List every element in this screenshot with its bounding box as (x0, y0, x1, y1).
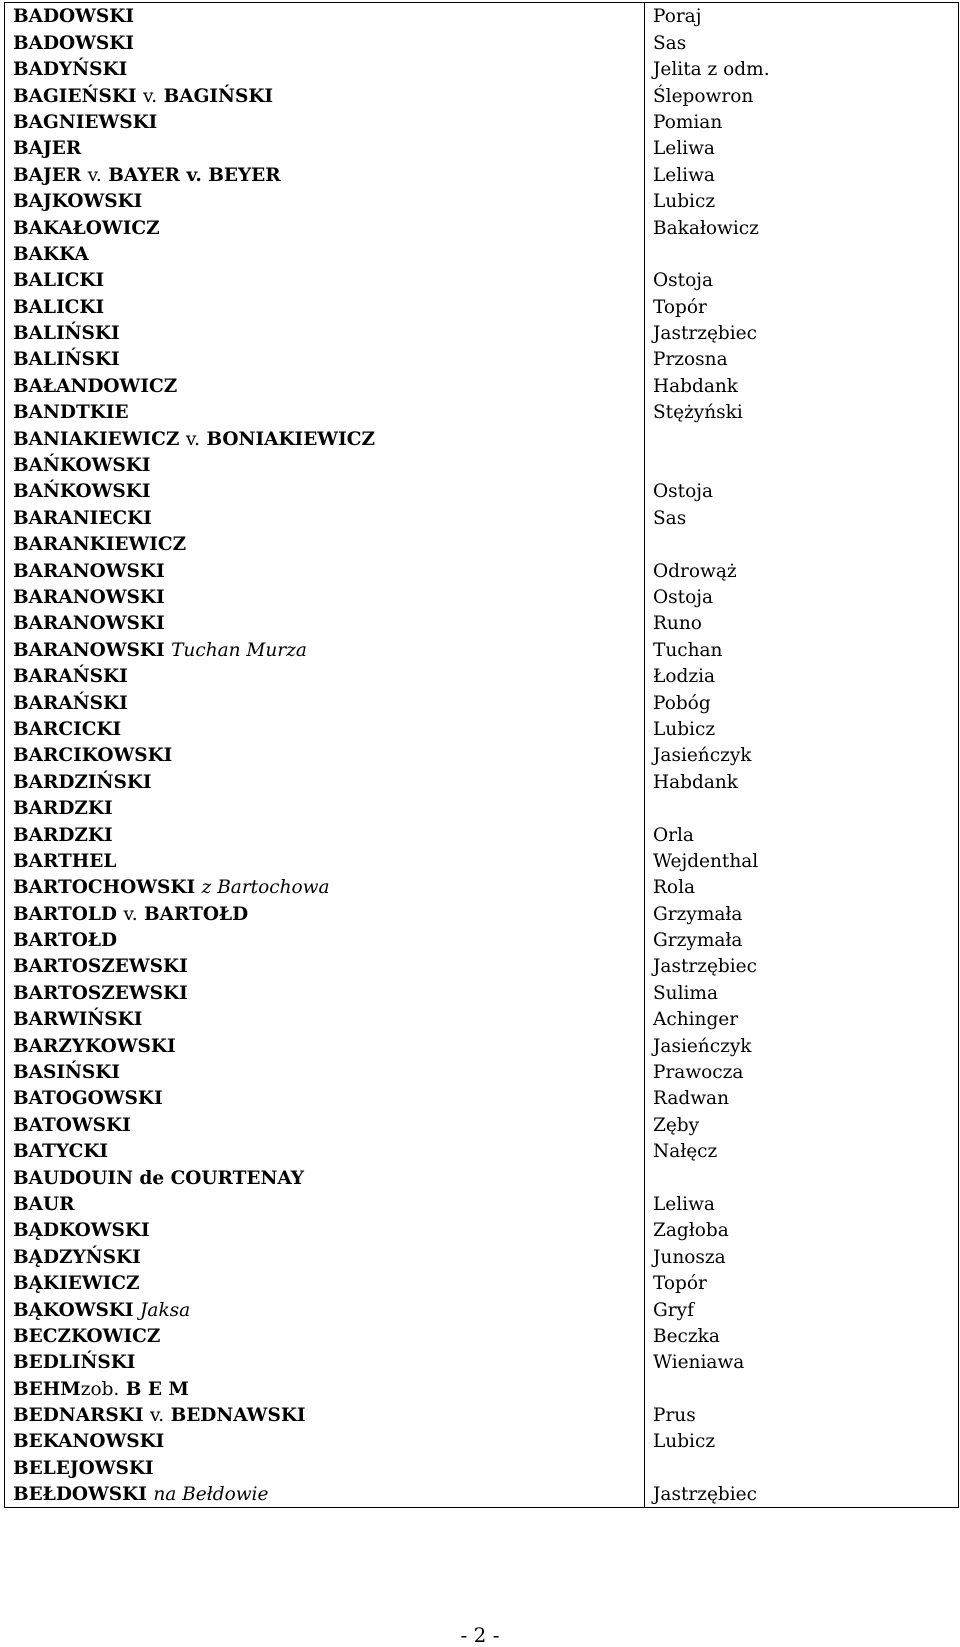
coat-of-arms-cell: Achinger (645, 1006, 959, 1032)
surname-cell (5, 82, 645, 108)
coat-of-arms-cell: Beczka (645, 1323, 959, 1349)
table-row (5, 636, 959, 662)
surname-cell (5, 821, 645, 847)
coat-of-arms-cell: Runo (645, 610, 959, 636)
surname-cell (5, 1428, 645, 1454)
coat-of-arms-cell: Sulima (645, 979, 959, 1005)
coat-of-arms-cell: Stężyński (645, 399, 959, 425)
surname: BAUDOUIN de COURTENAY (13, 1167, 305, 1189)
surname: BARCICKI (13, 718, 122, 740)
surname-qualifier: z Bartochowa (201, 877, 330, 899)
surname: BEHM (13, 1378, 81, 1400)
table-row (5, 293, 959, 319)
coat-of-arms-cell (645, 425, 959, 451)
surname-cell (5, 557, 645, 583)
surname: BARANIECKI (13, 507, 152, 529)
surname-variant: BAYER v. BEYER (108, 164, 281, 186)
coat-of-arms-cell: Sas (645, 504, 959, 530)
surname-qualifier: na Bełdowie (153, 1484, 269, 1506)
coat-of-arms-cell: Lubicz (645, 188, 959, 214)
surname: BAJER (13, 164, 82, 186)
coat-of-arms-cell: Leliwa (645, 1191, 959, 1217)
surname-cell (5, 320, 645, 346)
surname-cell (5, 3, 645, 30)
coat-of-arms-cell: Sas (645, 29, 959, 55)
coat-of-arms-cell: Grzymała (645, 900, 959, 926)
surname-cell (5, 584, 645, 610)
surname: BARTHEL (13, 850, 117, 872)
surname-cell (5, 768, 645, 794)
surname: BARDZKI (13, 824, 113, 846)
coat-of-arms-cell: Leliwa (645, 135, 959, 161)
table-row (5, 82, 959, 108)
table-row (5, 874, 959, 900)
coat-of-arms-cell: Leliwa (645, 161, 959, 187)
surname: BECZKOWICZ (13, 1325, 161, 1347)
surname: BEDNARSKI (13, 1405, 144, 1427)
surname-cell (5, 504, 645, 530)
surname: BARAŃSKI (13, 666, 128, 688)
coat-of-arms-cell: Zagłoba (645, 1217, 959, 1243)
variant-marker: v. (87, 164, 102, 186)
table-row (5, 504, 959, 530)
table-row (5, 979, 959, 1005)
coat-of-arms-cell: Ostoja (645, 267, 959, 293)
coat-of-arms-cell (645, 795, 959, 821)
table-row (5, 1481, 959, 1508)
coat-of-arms-cell (645, 241, 959, 267)
coat-of-arms-cell (645, 1375, 959, 1401)
coat-of-arms-cell: Jasieńczyk (645, 1032, 959, 1058)
surname: BADYŃSKI (13, 59, 128, 81)
coat-of-arms-cell: Ślepowron (645, 82, 959, 108)
surname: BĄDZYŃSKI (13, 1246, 141, 1268)
table-row (5, 161, 959, 187)
table-row (5, 214, 959, 240)
table-body (5, 3, 959, 1508)
coat-of-arms-cell: Prus (645, 1402, 959, 1428)
table-row (5, 372, 959, 398)
surname-cell (5, 795, 645, 821)
table-row (5, 795, 959, 821)
surname-cell (5, 1085, 645, 1111)
coat-of-arms-cell: Tuchan (645, 636, 959, 662)
table-row (5, 425, 959, 451)
surname-cell (5, 346, 645, 372)
coat-of-arms-cell: Habdank (645, 372, 959, 398)
variant-marker: v. (149, 1405, 165, 1427)
surname: BARANOWSKI (13, 560, 165, 582)
surname-cell (5, 716, 645, 742)
coat-of-arms-cell: Poraj (645, 3, 959, 30)
surname-variant: BONIAKIEWICZ (206, 428, 375, 450)
coat-of-arms-cell: Wieniawa (645, 1349, 959, 1375)
table-row (5, 1032, 959, 1058)
surname: BALIŃSKI (13, 349, 120, 371)
surname: BEŁDOWSKI (13, 1484, 147, 1506)
table-row (5, 927, 959, 953)
surname-cell (5, 109, 645, 135)
coat-of-arms-cell: Lubicz (645, 1428, 959, 1454)
surname-cell (5, 1402, 645, 1428)
surname-variant: BAGIŃSKI (163, 85, 274, 107)
variant-marker: v. (185, 428, 200, 450)
surname: BAŁANDOWICZ (13, 375, 178, 397)
surname: BALICKI (13, 270, 105, 292)
table-row (5, 399, 959, 425)
surname: BAKAŁOWICZ (13, 217, 160, 239)
surname-cell (5, 1296, 645, 1322)
table-row (5, 953, 959, 979)
surname: BAGNIEWSKI (13, 111, 158, 133)
table-row (5, 716, 959, 742)
table-row (5, 1164, 959, 1190)
surname: BAUR (13, 1193, 75, 1215)
coat-of-arms-cell: Prawocza (645, 1059, 959, 1085)
coat-of-arms-cell: Topór (645, 293, 959, 319)
surname-cell (5, 927, 645, 953)
surname: BAŃKOWSKI (13, 481, 151, 503)
surname-cell (5, 1006, 645, 1032)
surname-cell (5, 1270, 645, 1296)
surname: BARTOSZEWSKI (13, 982, 188, 1004)
coat-of-arms-cell: Bakałowicz (645, 214, 959, 240)
coat-of-arms-cell: Pobóg (645, 689, 959, 715)
coat-of-arms-cell (645, 1454, 959, 1480)
surname-cell (5, 1032, 645, 1058)
coat-of-arms-cell: Jastrzębiec (645, 1481, 959, 1508)
surname-cell (5, 452, 645, 478)
surname-cell (5, 689, 645, 715)
table-row (5, 742, 959, 768)
surname: BANDTKIE (13, 402, 129, 424)
surname-cell (5, 663, 645, 689)
table-row (5, 689, 959, 715)
surname: BĄDKOWSKI (13, 1220, 150, 1242)
table-row (5, 241, 959, 267)
table-row (5, 1243, 959, 1269)
surname-cell (5, 161, 645, 187)
coat-of-arms-cell: Radwan (645, 1085, 959, 1111)
surname-cell (5, 1243, 645, 1269)
surname-cell (5, 478, 645, 504)
coat-of-arms-cell (645, 531, 959, 557)
surname: BARTOŁD (13, 930, 118, 952)
surname: BARANOWSKI (13, 639, 165, 661)
coat-of-arms-cell: Jastrzębiec (645, 320, 959, 346)
table-row (5, 188, 959, 214)
surname: BARTOSZEWSKI (13, 956, 188, 978)
surname-cell (5, 953, 645, 979)
table-row (5, 663, 959, 689)
table-row (5, 610, 959, 636)
surname: BAŃKOWSKI (13, 455, 151, 477)
surname-cell (5, 742, 645, 768)
table-row (5, 900, 959, 926)
coat-of-arms-cell: Junosza (645, 1243, 959, 1269)
coat-of-arms-cell: Jastrzębiec (645, 953, 959, 979)
surname: BARWIŃSKI (13, 1009, 143, 1031)
coat-of-arms-cell: Zęby (645, 1111, 959, 1137)
coat-of-arms-cell: Jasieńczyk (645, 742, 959, 768)
table-row (5, 1349, 959, 1375)
surname: BEDLIŃSKI (13, 1352, 136, 1374)
coat-of-arms-cell: Topór (645, 1270, 959, 1296)
surname-cell (5, 1138, 645, 1164)
surname-cell (5, 1164, 645, 1190)
table-row (5, 1006, 959, 1032)
coat-of-arms-cell (645, 452, 959, 478)
table-row (5, 557, 959, 583)
surname: BATYCKI (13, 1141, 109, 1163)
coat-of-arms-cell: Pomian (645, 109, 959, 135)
table-row (5, 1323, 959, 1349)
surname-cell (5, 1349, 645, 1375)
surname: BADOWSKI (13, 6, 135, 28)
surname: BARANOWSKI (13, 613, 165, 635)
surname-cell (5, 1191, 645, 1217)
surname: BARTOLD (13, 903, 117, 925)
table-row (5, 109, 959, 135)
table-row (5, 478, 959, 504)
coat-of-arms-cell: Odrowąż (645, 557, 959, 583)
surname-cell (5, 636, 645, 662)
surname-cell (5, 1217, 645, 1243)
table-row (5, 531, 959, 557)
table-row (5, 1191, 959, 1217)
table-row (5, 1428, 959, 1454)
surname-cell (5, 874, 645, 900)
table-row (5, 267, 959, 293)
surname-cell (5, 188, 645, 214)
surname-cell (5, 1481, 645, 1508)
table-row (5, 56, 959, 82)
surname-variant: B E M (125, 1378, 189, 1400)
surname-cell (5, 293, 645, 319)
surname-cell (5, 29, 645, 55)
surname: BARAŃSKI (13, 692, 128, 714)
surname-cell (5, 267, 645, 293)
variant-marker: v. (143, 85, 158, 107)
surname: BATOWSKI (13, 1114, 131, 1136)
surname-cell (5, 425, 645, 451)
surname: BARCIKOWSKI (13, 745, 173, 767)
table-row (5, 1138, 959, 1164)
coat-of-arms-cell: Wejdenthal (645, 848, 959, 874)
table-row (5, 3, 959, 30)
table-row (5, 135, 959, 161)
table-row (5, 1111, 959, 1137)
surname: BALICKI (13, 296, 105, 318)
coat-of-arms-cell: Ostoja (645, 584, 959, 610)
surname: BARANKIEWICZ (13, 534, 187, 556)
surname-cell (5, 848, 645, 874)
surname-qualifier: Jaksa (140, 1299, 191, 1321)
coat-of-arms-cell: Lubicz (645, 716, 959, 742)
surname: BADOWSKI (13, 32, 135, 54)
surname-cell (5, 214, 645, 240)
surname-cell (5, 399, 645, 425)
surname-variant: BARTOŁD (144, 903, 249, 925)
coat-of-arms-cell: Przosna (645, 346, 959, 372)
table-row (5, 1454, 959, 1480)
surname-cell (5, 135, 645, 161)
surname: BAKKA (13, 243, 89, 265)
surname: BAGIEŃSKI (13, 85, 137, 107)
surname-cell (5, 610, 645, 636)
coat-of-arms-cell: Grzymała (645, 927, 959, 953)
page-number: - 2 - (460, 1623, 500, 1647)
surname: BARDZIŃSKI (13, 771, 152, 793)
surname-qualifier: Tuchan Murza (171, 639, 307, 661)
surname-cell (5, 1375, 645, 1401)
surname-cell (5, 900, 645, 926)
table-row (5, 320, 959, 346)
surname-cell (5, 1454, 645, 1480)
table-row (5, 584, 959, 610)
table-row (5, 346, 959, 372)
surname: BAJKOWSKI (13, 191, 143, 213)
coat-of-arms-cell (645, 1164, 959, 1190)
table-row (5, 1059, 959, 1085)
coat-of-arms-cell: Rola (645, 874, 959, 900)
variant-marker: v. (123, 903, 138, 925)
surname-crest-table (4, 2, 959, 1508)
coat-of-arms-cell: Habdank (645, 768, 959, 794)
surname-cell (5, 979, 645, 1005)
table-row (5, 1296, 959, 1322)
surname-cell (5, 372, 645, 398)
surname: BEKANOWSKI (13, 1431, 165, 1453)
surname: BĄKIEWICZ (13, 1273, 140, 1295)
surname: BASIŃSKI (13, 1062, 121, 1084)
coat-of-arms-cell: Jelita z odm. (645, 56, 959, 82)
table-row (5, 29, 959, 55)
surname-cell (5, 1111, 645, 1137)
table-row (5, 848, 959, 874)
surname: BAJER (13, 138, 82, 160)
surname: BATOGOWSKI (13, 1088, 163, 1110)
surname-cell (5, 241, 645, 267)
surname: BĄKOWSKI (13, 1299, 134, 1321)
table-row (5, 1085, 959, 1111)
surname: BARZYKOWSKI (13, 1035, 176, 1057)
surname: BALIŃSKI (13, 323, 120, 345)
surname-cell (5, 1323, 645, 1349)
table-row (5, 768, 959, 794)
surname-cell (5, 531, 645, 557)
table-row (5, 1402, 959, 1428)
surname: BANIAKIEWICZ (13, 428, 180, 450)
surname-variant: BEDNAWSKI (170, 1405, 306, 1427)
coat-of-arms-cell: Orla (645, 821, 959, 847)
surname-cell (5, 56, 645, 82)
table-row (5, 1375, 959, 1401)
table-row (5, 1270, 959, 1296)
variant-marker: zob. (80, 1378, 120, 1400)
surname: BARANOWSKI (13, 586, 165, 608)
coat-of-arms-cell: Ostoja (645, 478, 959, 504)
surname: BARDZKI (13, 798, 113, 820)
surname: BELEJOWSKI (13, 1457, 154, 1479)
table-row (5, 452, 959, 478)
surname-cell (5, 1059, 645, 1085)
table-row (5, 1217, 959, 1243)
coat-of-arms-cell: Nałęcz (645, 1138, 959, 1164)
table-row (5, 821, 959, 847)
surname: BARTOCHOWSKI (13, 877, 196, 899)
coat-of-arms-cell: Łodzia (645, 663, 959, 689)
coat-of-arms-cell: Gryf (645, 1296, 959, 1322)
